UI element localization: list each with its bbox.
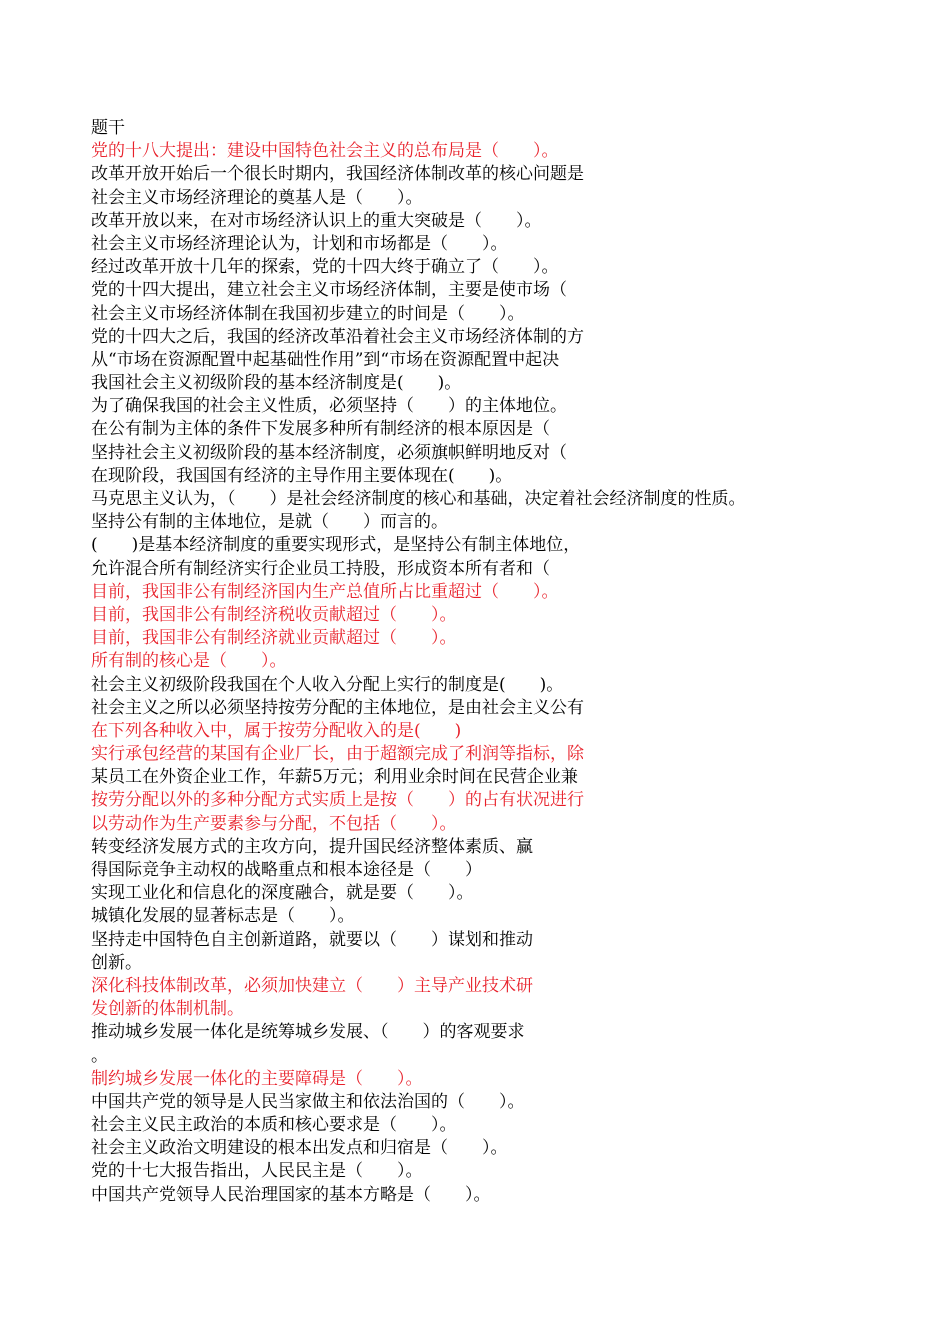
- question-line: 目前，我国非公有制经济就业贡献超过（ ）。: [91, 628, 457, 649]
- question-line: 转变经济发展方式的主攻方向，提升国民经济整体素质、赢: [91, 836, 533, 857]
- question-line: 改革开放以来，在对市场经济认识上的重大突破是（ ）。: [91, 210, 542, 231]
- question-line: 党的十四大提出，建立社会主义市场经济体制，主要是使市场（: [91, 280, 567, 301]
- question-list: [91, 140, 931, 1207]
- question-line: 改革开放开始后一个很长时期内，我国经济体制改革的核心问题是: [91, 164, 584, 185]
- question-line: 坚持社会主义初级阶段的基本经济制度，必须旗帜鲜明地反对（: [91, 442, 567, 463]
- question-line: 坚持走中国特色自主创新道路，就要以（ ）谋划和推动: [91, 929, 533, 950]
- question-line: 社会主义之所以必须坚持按劳分配的主体地位，是由社会主义公有: [91, 697, 584, 718]
- question-line: 社会主义政治文明建设的根本出发点和归宿是（ ）。: [91, 1138, 508, 1159]
- question-line: 所有制的核心是（ ）。: [91, 651, 287, 672]
- question-line: 按劳分配以外的多种分配方式实质上是按（ ）的占有状况进行: [91, 790, 584, 811]
- question-line: 在现阶段，我国国有经济的主导作用主要体现在( )。: [91, 465, 513, 486]
- question-line: 实行承包经营的某国有企业厂长，由于超额完成了利润等指标，除: [91, 744, 584, 765]
- question-line: 党的十七大报告指出，人民民主是（ ）。: [91, 1161, 423, 1182]
- column-header: 题干: [91, 118, 125, 138]
- question-line: 城镇化发展的显著标志是（ ）。: [91, 906, 355, 927]
- question-line: 某员工在外资企业工作，年薪5万元；利用业余时间在民营企业兼: [91, 767, 578, 788]
- question-line: 党的十四大之后，我国的经济改革沿着社会主义市场经济体制的方: [91, 326, 584, 347]
- question-line: 经过改革开放十几年的探索，党的十四大终于确立了（ ）。: [91, 257, 559, 278]
- question-line: 社会主义民主政治的本质和核心要求是（ ）。: [91, 1115, 457, 1136]
- question-line: 中国共产党领导人民治理国家的基本方略是（ ）。: [91, 1184, 491, 1205]
- question-line: 社会主义初级阶段我国在个人收入分配上实行的制度是( )。: [91, 674, 564, 695]
- question-line: 党的十八大提出：建设中国特色社会主义的总布局是（ ）。: [91, 141, 559, 162]
- question-line: 推动城乡发展一体化是统筹城乡发展、（ ）的客观要求: [91, 1022, 525, 1043]
- question-line: 社会主义市场经济体制在我国初步建立的时间是（ ）。: [91, 303, 525, 324]
- document-body: [91, 117, 931, 1207]
- question-line: 中国共产党的领导是人民当家做主和依法治国的（ ）。: [91, 1091, 525, 1112]
- question-line: 为了确保我国的社会主义性质，必须坚持（ ）的主体地位。: [91, 396, 567, 417]
- question-line: 马克思主义认为，（ ）是社会经济制度的核心和基础，决定着社会经济制度的性质。: [91, 489, 746, 509]
- question-line: 实现工业化和信息化的深度融合，就是要（ ）。: [91, 883, 474, 904]
- question-line: 坚持公有制的主体地位，是就（ ）而言的。: [91, 512, 448, 533]
- question-line: 得国际竞争主动权的战略重点和根本途径是（ ）: [91, 860, 482, 880]
- question-line: 发创新的体制机制。: [91, 999, 244, 1020]
- question-line: 从“市场在资源配置中起基础性作用”到“市场在资源配置中起决: [91, 349, 560, 370]
- question-line: 制约城乡发展一体化的主要障碍是（ ）。: [91, 1068, 423, 1089]
- question-line: 在下列各种收入中，属于按劳分配收入的是( ): [91, 720, 462, 741]
- question-line: 允许混合所有制经济实行企业员工持股，形成资本所有者和（: [91, 558, 550, 579]
- question-line: 。: [91, 1045, 108, 1066]
- question-line: 创新。: [91, 952, 142, 973]
- question-line: 目前，我国非公有制经济国内生产总值所占比重超过（ ）。: [91, 581, 559, 602]
- question-line: ( )是基本经济制度的重要实现形式，是坚持公有制主体地位，: [91, 535, 581, 556]
- question-line: 深化科技体制改革，必须加快建立（ ）主导产业技术研: [91, 975, 533, 996]
- question-line: 社会主义市场经济理论的奠基人是（ ）。: [91, 187, 423, 208]
- question-line: 在公有制为主体的条件下发展多种所有制经济的根本原因是（: [91, 419, 550, 440]
- question-line: 我国社会主义初级阶段的基本经济制度是( )。: [91, 373, 462, 394]
- question-line: 社会主义市场经济理论认为，计划和市场都是（ ）。: [91, 233, 508, 254]
- question-line: 以劳动作为生产要素参与分配，不包括（ ）。: [91, 813, 457, 834]
- question-line: 目前，我国非公有制经济税收贡献超过（ ）。: [91, 604, 457, 625]
